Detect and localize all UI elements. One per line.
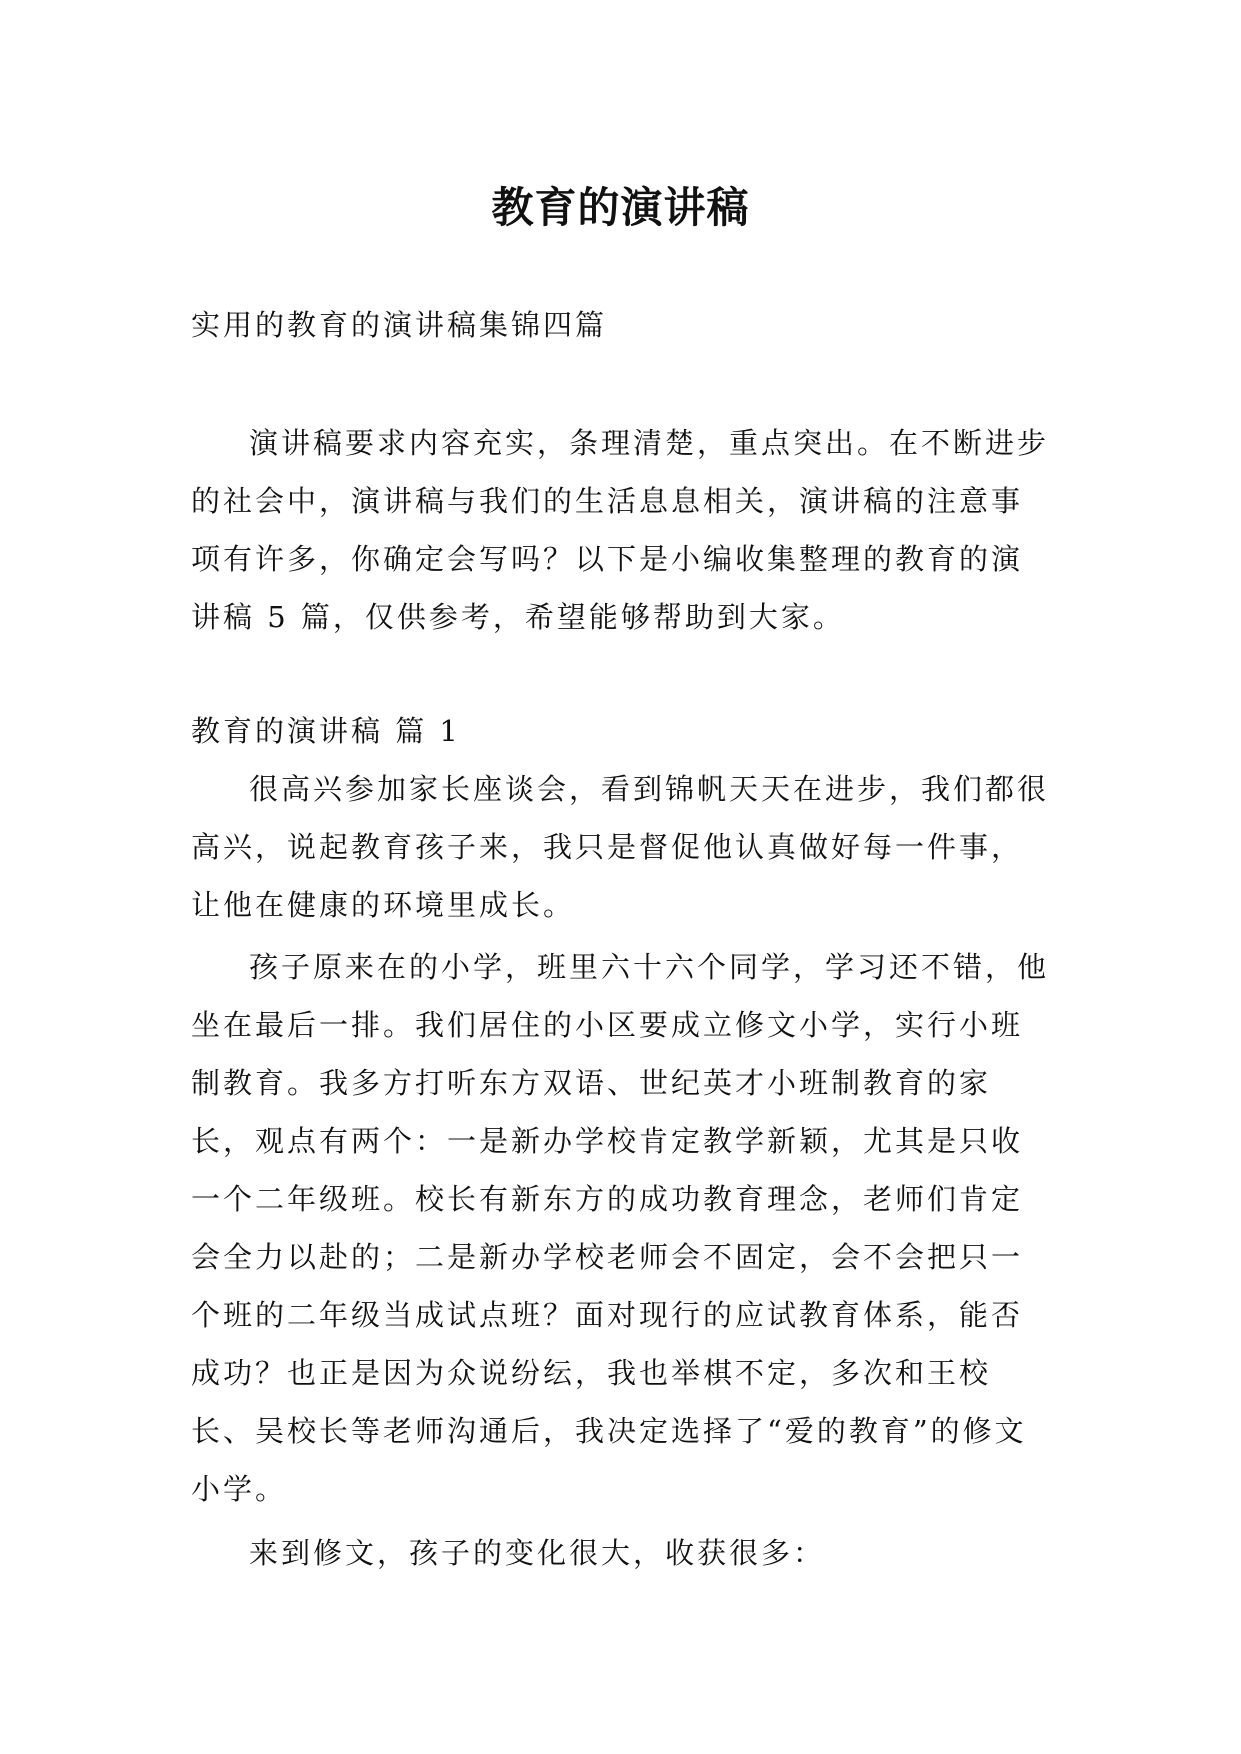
spacer (191, 354, 1051, 414)
section-heading: 教育的演讲稿 篇 1 (191, 714, 461, 748)
body-paragraph-3: 来到修文，孩子的变化很大，收获很多： (249, 1536, 826, 1570)
body-paragraph-1: 很高兴参加家长座谈会，看到锦帆天天在进步，我们都很高兴，说起教育孩子来，我只是督促他认真做好每一件事，让他在健康的环境里成长。 (191, 772, 1050, 922)
document-body (191, 296, 1051, 1582)
body-paragraph-2: 孩子原来在的小学，班里六十六个同学，学习还不错，他坐在最后一排。我们居住的小区要成立修文小学，实行小班制教育。我多方打听东方双语、世纪英才小班制教育的家长，观点有两个：一是新办学校肯定教学新颖，尤其是只收一个二年级班。校长有新东方的成功教育理念，老师们肯定会全力以赴的；二是新办学校老师会不固定，会不会把只一个班的二年级当成试点班？面对现行的应试教育体系，能否成功？也正是因为众说纷纭，我也举棋不定，多次和王校长、吴校长等老师沟通后，我决定选择了“爱的教育”的修文小学。 (191, 950, 1050, 1506)
document-title: 教育的演讲稿 (491, 183, 750, 233)
spacer (191, 646, 1051, 702)
document-subtitle: 实用的教育的演讲稿集锦四篇 (191, 308, 608, 342)
intro-paragraph: 演讲稿要求内容充实，条理清楚，重点突出。在不断进步的社会中，演讲稿与我们的生活息息相关，演讲稿的注意事项有许多，你确定会写吗？以下是小编收集整理的教育的演讲稿 5 篇，仅供参考，希望能够帮助到大家。 (191, 426, 1050, 634)
